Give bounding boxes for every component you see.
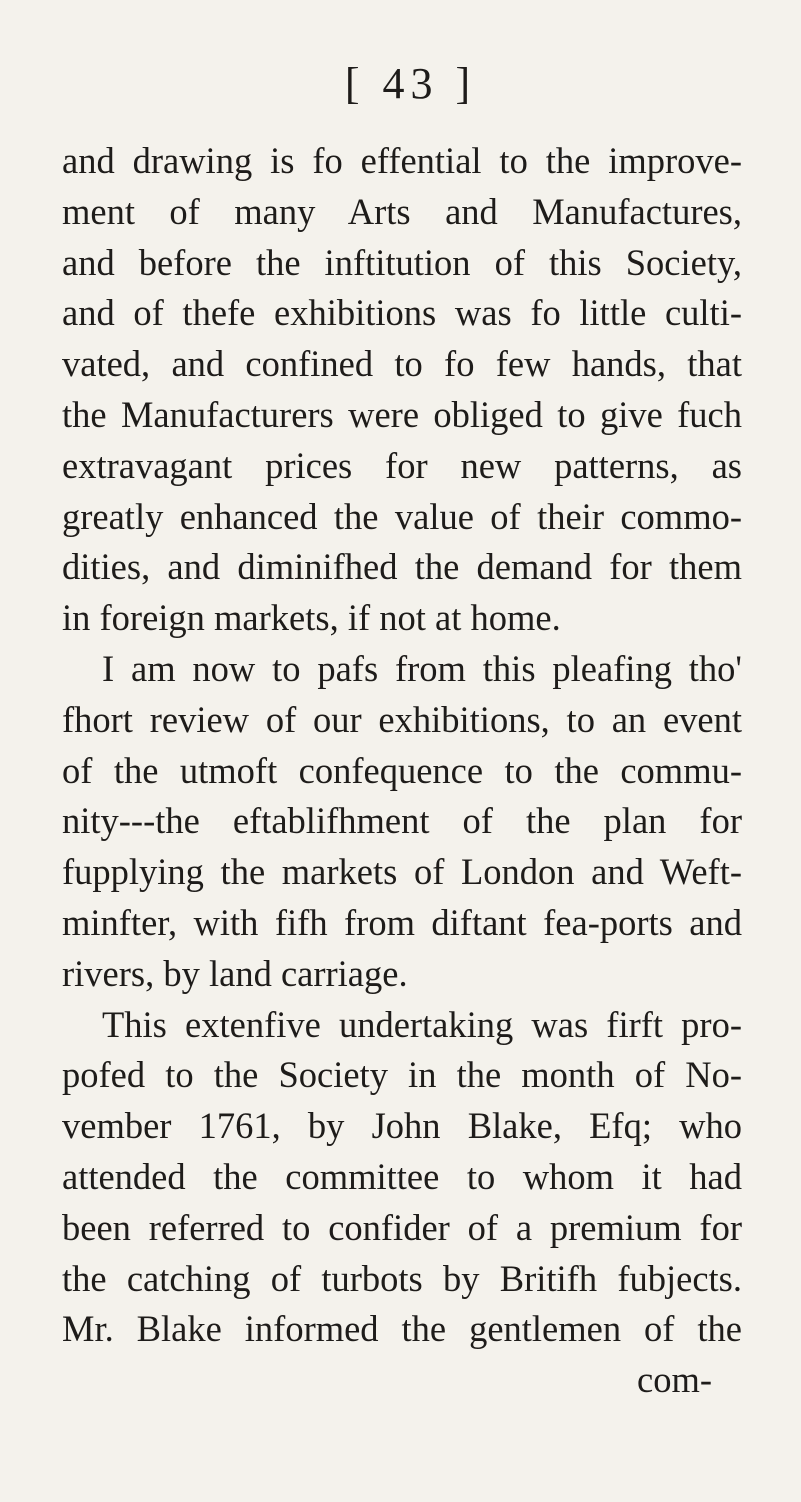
text-line: vember 1761, by John Blake, Efq; who [62, 1105, 742, 1147]
text-line: rivers, by land carriage. [62, 952, 408, 994]
text-line: pofed to the Society in the month of No- [62, 1054, 742, 1096]
text-line: and before the inftitution of this Society, [62, 241, 742, 283]
text-line: minfter, with fifh from diftant fea-ports and [62, 901, 742, 943]
catchword: com- [637, 1359, 712, 1401]
text-line: attended the committee to whom it had [62, 1155, 742, 1197]
text-line: nity---the eftablifhment of the plan for [62, 800, 742, 842]
text-line: vated, and confined to fo few hands, that [62, 343, 742, 385]
text-line: Mr. Blake informed the gentlemen of the [62, 1308, 742, 1350]
text-line: and of thefe exhibitions was fo little culti- [62, 292, 742, 334]
text-line: the catching of turbots by Britifh fubjects. [62, 1257, 742, 1299]
text-line: extravagant prices for new patterns, as [62, 444, 742, 486]
text-line: in foreign markets, if not at home. [62, 597, 561, 639]
text-line: of the utmoft confequence to the commu- [62, 749, 742, 791]
text-line: ment of many Arts and Manufactures, [62, 190, 742, 232]
text-line: greatly enhanced the value of their commo- [62, 495, 742, 537]
text-line: been referred to confider of a premium for [62, 1206, 742, 1248]
page-number: [ 43 ] [344, 59, 477, 108]
text-line: fhort review of our exhibitions, to an event [62, 698, 742, 740]
body-text [62, 136, 742, 1406]
text-line: dities, and diminifhed the demand for them [62, 546, 742, 588]
text-line: fupplying the markets of London and Weft- [62, 851, 742, 893]
text-line: the Manufacturers were obliged to give fuch [62, 393, 742, 435]
text-line: I am now to pafs from this pleafing tho' [102, 647, 742, 689]
text-line: and drawing is fo effential to the improve- [62, 140, 742, 181]
text-line: This extenfive undertaking was firft pro- [102, 1003, 742, 1045]
